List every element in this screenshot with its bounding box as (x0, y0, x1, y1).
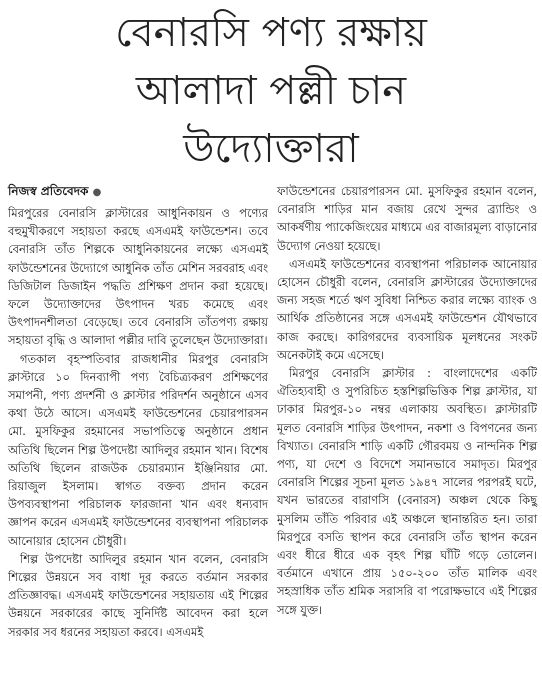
headline (0, 4, 542, 178)
paragraph: মিরপুরের বেনারসি ক্লাস্টারের আধুনিকায়ন ও পণ্যের বহুমুখীকরণে সহায়তা করছে এসএমই ফাউন্ডেশন। তবে বেনারসি তাঁত শিল্পকে আধুনিকায়নের লক্ষ্যে এসএমই ফাউন্ডেশনের উদ্যোগে আধুনিক তাঁত মেশিন সরবরাহ এবং ডিজিটাল ডিজাইন পদ্ধতি প্রশিক্ষণ প্রদান করা হয়েছে। ফলে উদ্যোক্তাদের উৎপাদন খরচ কমেছে এবং উৎপাদনশীলতা বেড়েছে। তবে বেনারসি তাঁতপণ্য রক্ষায় সহায়তা বৃদ্ধি ও আলাদা পল্লীর দাবি তুলেছেন উদ্যোক্তারা। (8, 206, 268, 348)
paragraph: গতকাল বৃহস্পতিবার রাজধানীর মিরপুর বেনারসি ক্লাস্টারে ১০ দিনব্যাপী পণ্য বৈচিত্র্যকরণ প্রশিক্ষণের সমাপনী, পণ্য প্রদর্শনী ও ক্লাস্টার পরিদর্শন অনুষ্ঠানে এসব কথা উঠে আসে। এসএমই ফাউন্ডেশনের চেয়ারপারসন মো. মুসফিকুর রহমানের সভাপতিত্বে অনুষ্ঠানে প্রধান অতিথি ছিলেন শিল্প উপদেষ্টা আদিলুর রহমান খান। বিশেষ অতিথি ছিলেন রাজউক চেয়ারম্যান ইঞ্জিনিয়ার মো. রিয়াজুল ইসলাম। স্বাগত বক্তব্য প্রদান করেন উপব্যবস্থাপনা পরিচালক ফারজানা খান এবং ধন্যবাদ জ্ঞাপন করেন এসএমই ফাউন্ডেশনের ব্যবস্থাপনা পরিচালক আনোয়ার হোসেন চৌধুরী। (8, 351, 268, 548)
paragraph: এসএমই ফাউন্ডেশনের ব্যবস্থাপনা পরিচালক আনোয়ার হোসেন চৌধুরী বলেন, বেনারসি ক্লাস্টারের উদ্যোক্তাদের জন্য সহজ শর্তে ঋণ সুবিধা নিশ্চিত করার লক্ষ্যে ব্যাংক ও আর্থিক প্রতিষ্ঠানের সঙ্গে এসএমই ফাউন্ডেশন যৌথভাবে কাজ করছে। কারিগরদের ব্যবসায়িক মূলধনের সংকট অনেকটাই কমে এসেছে। (277, 256, 537, 362)
article-left-column (8, 182, 268, 641)
byline (8, 182, 268, 202)
headline-line-2: আলাদা পল্লী চান (135, 68, 407, 114)
headline-line-3: উদ্যোক্তারা (183, 126, 359, 172)
paragraph: ফাউন্ডেশনের চেয়ারপারসন মো. মুসফিকুর রহমান বলেন, বেনারসি শাড়ির মান বজায় রেখে সুন্দর ব্র্যান্ডিং ও আকর্ষণীয় প্যাকেজিংয়ের মাধ্যমে এর বাজারমূল্য বাড়ানোর উদ্যোগ নেওয়া হয়েছে। (277, 184, 537, 253)
bullet-icon: ● (92, 187, 102, 198)
paragraph: শিল্প উপদেষ্টা আদিলুর রহমান খান বলেন, বেনারসি শিল্পের উন্নয়নে সব বাধা দূর করতে বর্তমান সরকার প্রতিজ্ঞাবদ্ধ। এসএমই ফাউন্ডেশনের সহায়তায় এই শিল্পের উন্নয়নে সরকারের কাছে সুনির্দিষ্ট আবেদন করা হলে সরকার সব ধরনের সহায়তা করবে। এসএমই (8, 551, 268, 639)
paragraph: মিরপুর বেনারসি ক্লাস্টার : বাংলাদেশের একটি ঐতিহ্যবাহী ও সুপরিচিত হস্তশিল্পভিত্তিক শিল্প ক্লাস্টার, যা ঢাকার মিরপুর-১০ নম্বর এলাকায় অবস্থিত। ক্লাস্টারটি মূলত বেনারসি শাড়ির উৎপাদন, নকশা ও বিপণনের জন্য বিখ্যাত। বেনারসি শাড়ি একটি গৌরবময় ও নান্দনিক শিল্প পণ্য, যা দেশে ও বিদেশে সমানভাবে সমাদৃত। মিরপুর বেনারসি শিল্পের সূচনা মূলত ১৯৪৭ সালের পরপরই ঘটে, যখন ভারতের বারাণসি (বেনারস) অঞ্চল থেকে কিছু মুসলিম তাঁতি পরিবার এই অঞ্চলে স্থানান্তরিত হন। তারা মিরপুরে বসতি স্থাপন করে বেনারসি তাঁত স্থাপন করেন এবং ধীরে ধীরে এক বৃহৎ শিল্প ঘাঁটি গড়ে তোলেন। বর্তমানে এখানে প্রায় ১৫০-২০০ তাঁত মালিক এবং সহস্রাধিক তাঁত শ্রমিক সরাসরি বা পরোক্ষভাবে এই শিল্পের সঙ্গে যুক্ত। (277, 366, 537, 617)
byline-text: নিজস্ব প্রতিবেদক (8, 184, 89, 198)
article-right-column (277, 182, 537, 619)
headline-line-1: বেনারসি পণ্য রক্ষায় (115, 10, 427, 56)
